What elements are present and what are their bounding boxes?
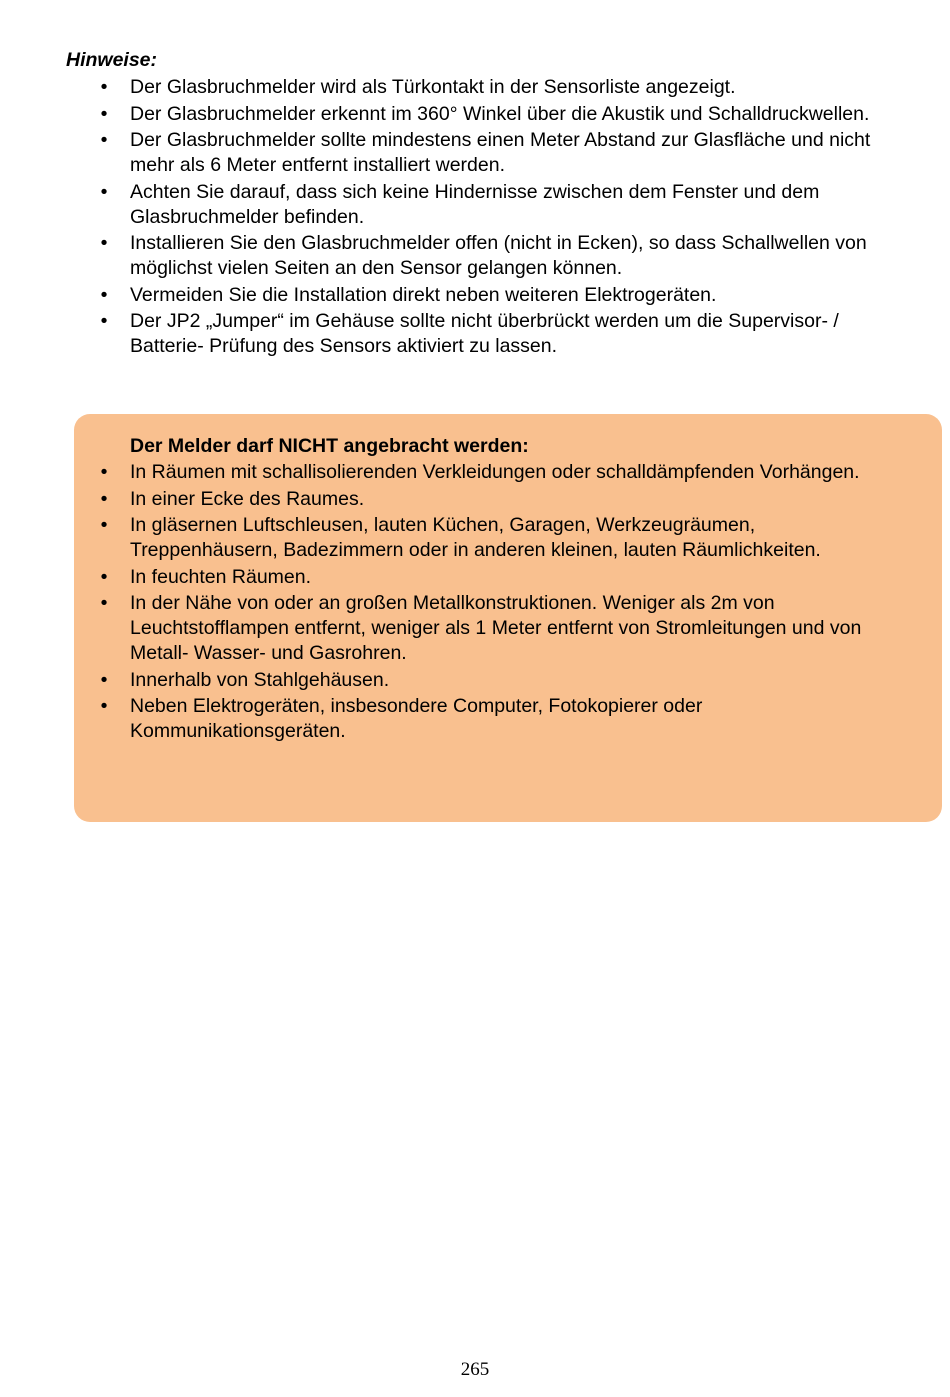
list-item-text: Der Glasbruchmelder erkennt im 360° Winkel über die Akustik und Schalldruckwellen. [130, 102, 870, 125]
list-item-text: In der Nähe von oder an großen Metallkonstruktionen. Weniger als 2m von Leuchtstofflampen entfernt, weniger als 1 Meter entfernt von Stromleitungen und von Metall- Wasser- und Gasrohren. [130, 592, 862, 664]
list-item [0, 283, 950, 308]
list-item [0, 694, 950, 744]
bullet-icon: • [100, 565, 108, 588]
list-item [0, 180, 950, 230]
list-item [0, 460, 950, 485]
notes-list [0, 75, 950, 361]
bullet-icon: • [100, 76, 108, 98]
bullet-icon: • [100, 180, 108, 203]
list-item [0, 513, 950, 563]
bullet-icon: • [100, 695, 108, 717]
list-item-text: In feuchten Räumen. [130, 565, 312, 588]
list-item-text: Installieren Sie den Glasbruchmelder offen (nicht in Ecken), so dass Schallwellen von möglichst vielen Seiten an den Sensor gelangen können. [130, 232, 867, 279]
list-item [0, 128, 950, 178]
list-item [0, 668, 950, 693]
list-item [0, 231, 950, 281]
list-item [0, 102, 950, 127]
list-item-text: Neben Elektrogeräten, insbesondere Computer, Fotokopierer oder Kommunikationsgeräten. [130, 695, 703, 742]
list-item-text: Vermeiden Sie die Installation direkt neben weiteren Elektrogeräten. [130, 283, 717, 306]
warning-heading: Der Melder darf NICHT angebracht werden: [130, 435, 529, 457]
list-item [0, 565, 950, 590]
list-item-text: In einer Ecke des Raumes. [130, 487, 365, 510]
list-item-text: In Räumen mit schallisolierenden Verkleidungen oder schalldämpfenden Vorhängen. [130, 461, 860, 483]
list-item [0, 309, 950, 359]
bullet-icon: • [100, 461, 108, 483]
list-item-text: In gläsernen Luftschleusen, lauten Küchen, Garagen, Werkzeugräumen, Treppenhäusern, Badezimmern oder in anderen kleinen, lauten Räumlichkeiten. [130, 514, 821, 561]
bullet-icon: • [100, 668, 108, 691]
list-item-text: Der Glasbruchmelder sollte mindestens einen Meter Abstand zur Glasfläche und nicht mehr als 6 Meter entfernt installiert werden. [130, 129, 871, 176]
page-number: 265 [460, 1359, 490, 1380]
list-item [0, 591, 950, 666]
list-item-text: Innerhalb von Stahlgehäusen. [130, 668, 390, 691]
list-item-text: Der JP2 „Jumper“ im Gehäuse sollte nicht überbrückt werden um die Supervisor- / Batterie- Prüfung des Sensors aktiviert zu lassen. [130, 310, 839, 357]
list-item-text: Achten Sie darauf, dass sich keine Hindernisse zwischen dem Fenster und dem Glasbruchmelder befinden. [130, 180, 820, 228]
bullet-icon: • [100, 310, 108, 332]
bullet-icon: • [100, 283, 108, 306]
bullet-icon: • [100, 102, 108, 125]
bullet-icon: • [100, 514, 108, 536]
list-item [0, 75, 950, 100]
bullet-icon: • [100, 592, 108, 614]
bullet-icon: • [100, 232, 108, 254]
list-item [0, 487, 950, 512]
list-item-text: Der Glasbruchmelder wird als Türkontakt in der Sensorliste angezeigt. [130, 76, 736, 98]
warning-list [0, 460, 950, 746]
bullet-icon: • [100, 487, 108, 510]
notes-heading: Hinweise: [66, 49, 158, 71]
bullet-icon: • [100, 129, 108, 151]
